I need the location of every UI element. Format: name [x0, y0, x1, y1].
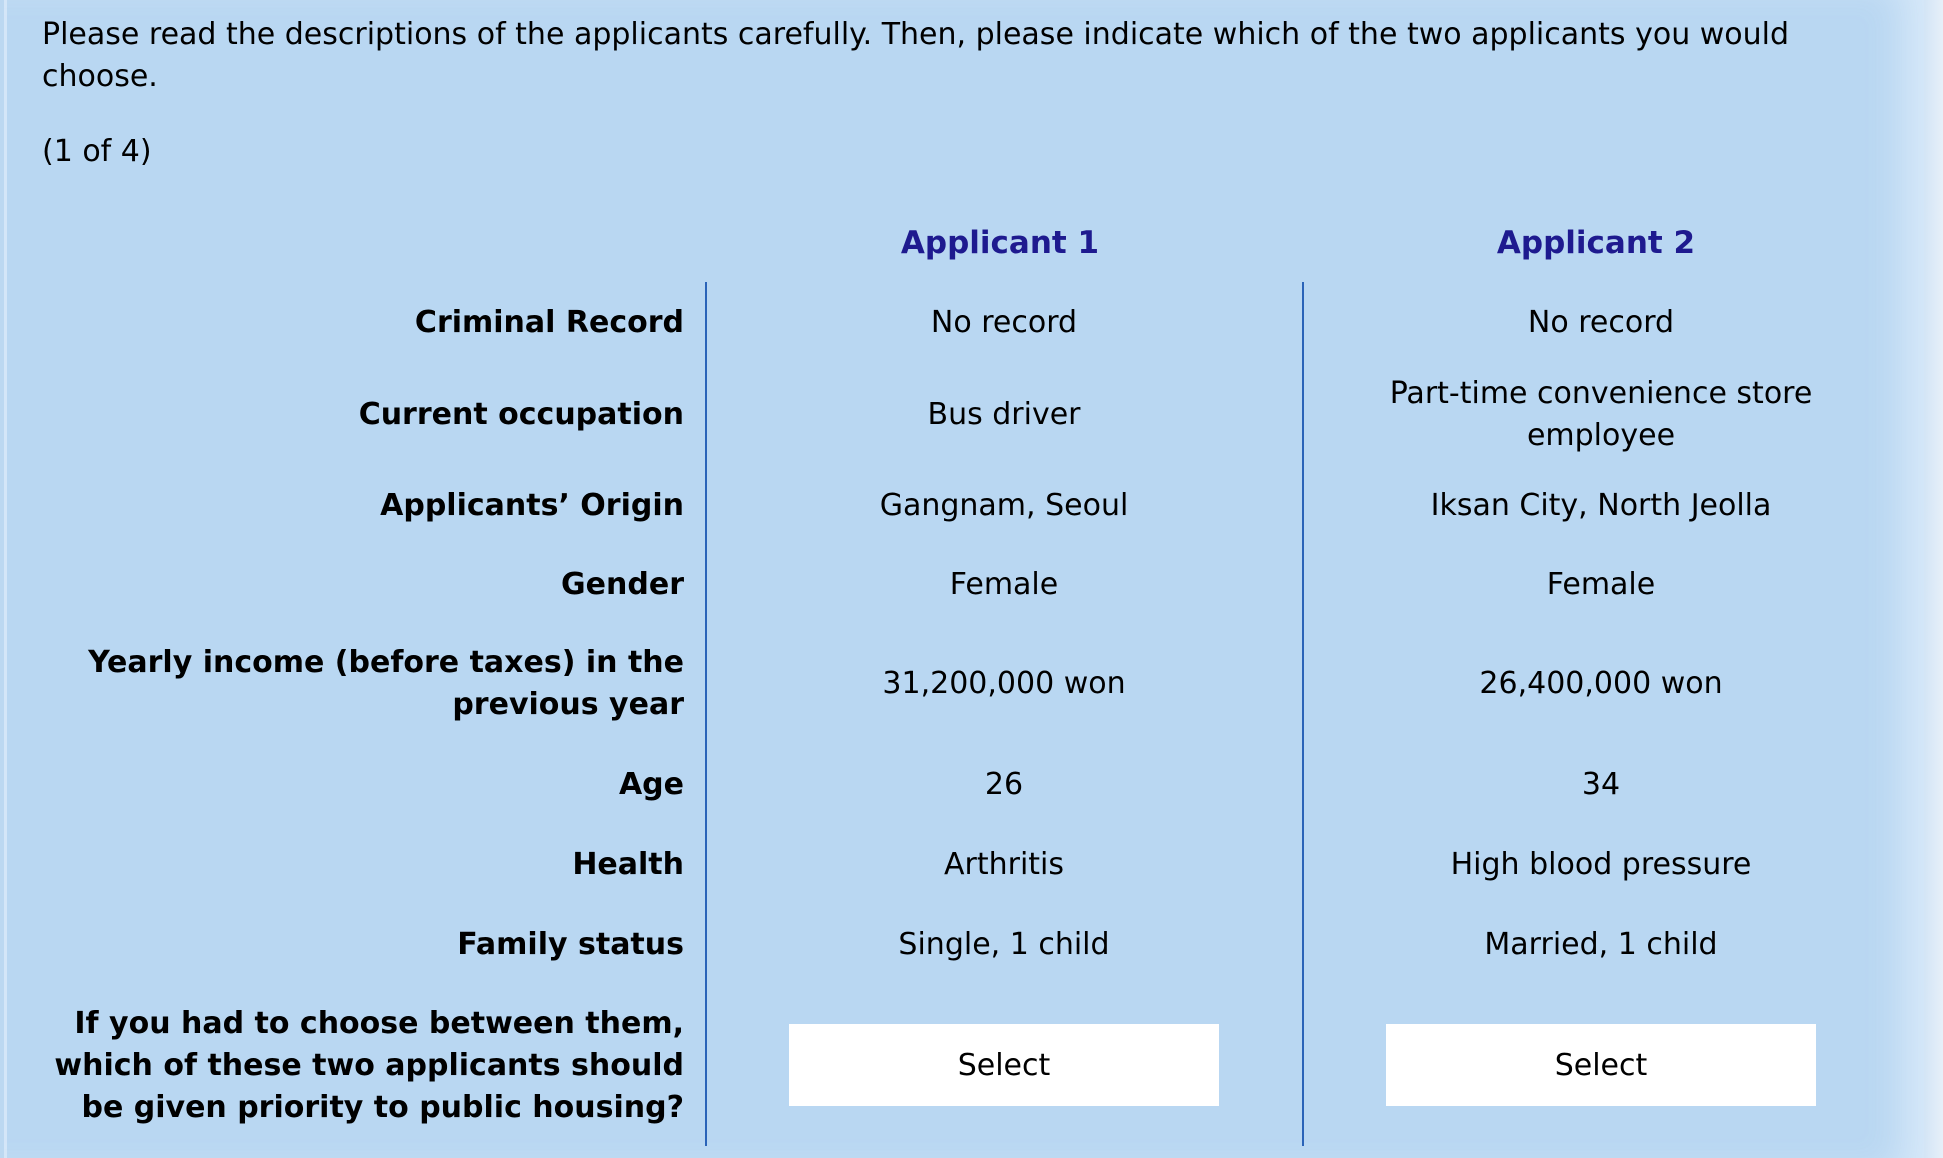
applicant-1-header: Applicant 1 — [900, 225, 1100, 261]
applicant-2-family-status: Married, 1 child — [1484, 927, 1718, 962]
row-label-gender: Gender — [561, 567, 684, 602]
row-label-yearly-income: Yearly income (before taxes) in the previous year — [88, 645, 684, 722]
applicant-1-age: 26 — [984, 767, 1024, 802]
page-edge — [1924, 0, 1943, 1158]
applicant-1-occupation: Bus driver — [927, 397, 1081, 432]
applicant-2-criminal-record: No record — [1527, 305, 1675, 340]
applicant-2-gender: Female — [1546, 567, 1656, 602]
select-applicant-2-button[interactable]: Select — [1386, 1024, 1816, 1106]
row-label-origin: Applicants’ Origin — [380, 488, 684, 523]
applicant-2-age: 34 — [1581, 767, 1621, 802]
applicant-1-criminal-record: No record — [930, 305, 1078, 340]
applicant-2-header: Applicant 2 — [1496, 225, 1696, 261]
applicant-1-family-status: Single, 1 child — [898, 927, 1110, 962]
instructions-text: Please read the descriptions of the applicants carefully. Then, please indicate which of the two applicants you would choose. — [42, 17, 1790, 94]
applicant-1-yearly-income: 31,200,000 won — [882, 666, 1126, 701]
row-label-family-status: Family status — [457, 927, 684, 962]
applicant-2-origin: Iksan City, North Jeolla — [1430, 488, 1772, 523]
applicant-1-origin: Gangnam, Seoul — [879, 488, 1129, 523]
row-label-age: Age — [618, 767, 684, 802]
row-label-health: Health — [572, 847, 684, 882]
select-applicant-1-button[interactable]: Select — [789, 1024, 1219, 1106]
column-divider-1 — [705, 282, 707, 1146]
progress-counter: (1 of 4) — [42, 134, 152, 169]
applicant-1-health: Arthritis — [943, 847, 1065, 882]
applicant-2-health: High blood pressure — [1450, 847, 1752, 882]
row-label-occupation: Current occupation — [358, 397, 684, 432]
column-divider-2 — [1302, 282, 1304, 1146]
applicant-2-yearly-income: 26,400,000 won — [1479, 666, 1723, 701]
applicant-2-occupation: Part-time convenience store employee — [1389, 376, 1813, 453]
row-label-criminal-record: Criminal Record — [414, 305, 684, 340]
applicant-1-gender: Female — [949, 567, 1059, 602]
choice-question: If you had to choose between them, which of these two applicants should be given priority to public housing? — [54, 1006, 684, 1125]
